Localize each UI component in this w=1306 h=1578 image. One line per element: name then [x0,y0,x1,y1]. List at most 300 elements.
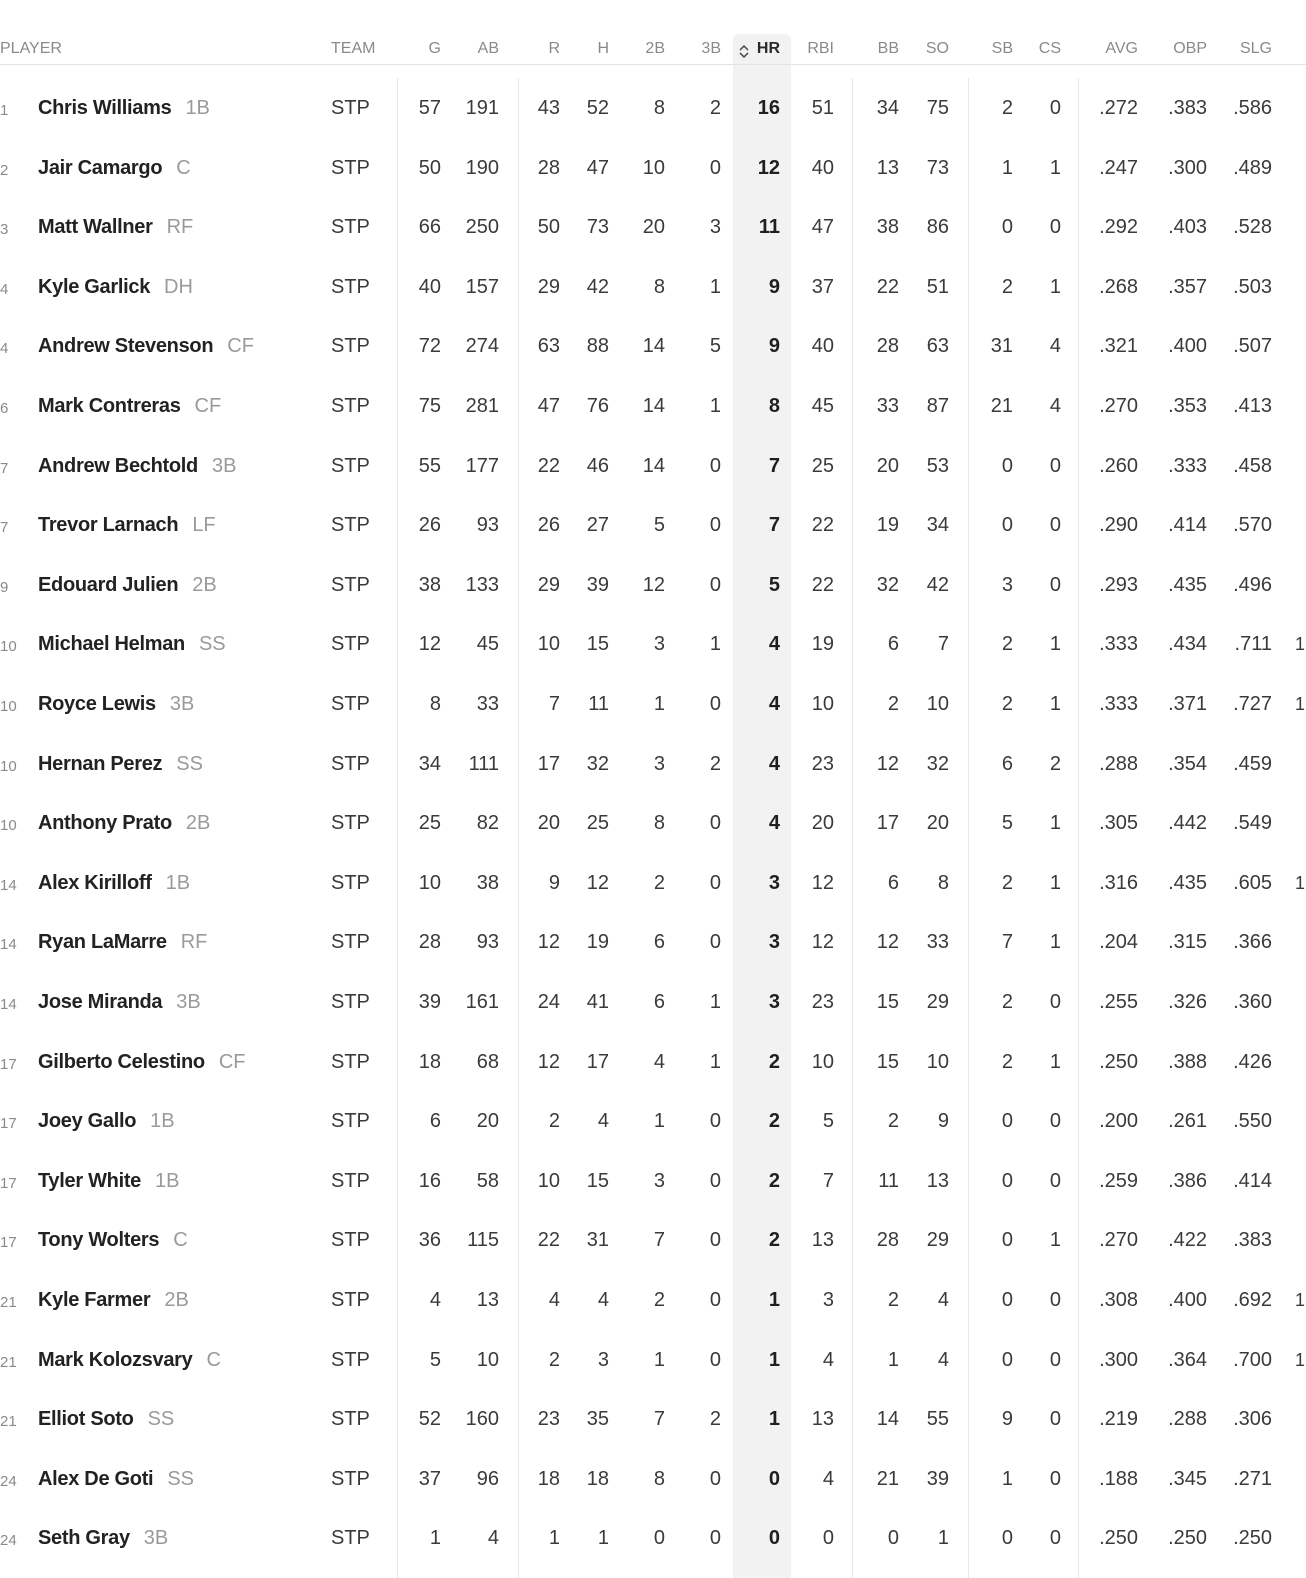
r-cell: 12 [537,1050,560,1073]
avg-cell: .293 [1099,573,1138,596]
rbi-cell: 13 [811,1229,834,1252]
triples-cell: 2 [709,97,721,119]
table-row[interactable] [0,734,1306,794]
avg-cell: .188 [1099,1467,1138,1490]
triples-cell: 0 [709,573,721,596]
header-ab[interactable]: AB [477,40,499,57]
rank-cell: 21 [0,1294,17,1311]
player-cell [38,1228,188,1252]
so-cell: 63 [926,335,949,358]
team-cell[interactable]: STP [331,752,370,775]
cs-cell: 0 [1049,1467,1061,1490]
g-cell: 36 [418,1229,441,1252]
sb-cell: 0 [1001,1527,1013,1550]
team-cell[interactable]: STP [331,1169,370,1192]
cs-cell: 0 [1049,454,1061,477]
player-name-link[interactable]: Kyle Farmer [38,1289,151,1311]
g-cell: 25 [418,812,441,835]
team-cell[interactable]: STP [331,1050,370,1073]
header-obp[interactable]: OBP [1173,40,1207,57]
h-cell: 52 [586,97,609,119]
player-name-link[interactable]: Royce Lewis [38,693,156,715]
r-cell: 20 [537,812,560,835]
team-cell[interactable]: STP [331,1229,370,1252]
bb-cell: 1 [887,1348,899,1371]
table-row[interactable] [0,614,1306,674]
table-row[interactable] [0,436,1306,496]
team-cell[interactable]: STP [331,573,370,596]
team-cell[interactable]: STP [331,1408,370,1431]
doubles-cell: 1 [653,1348,665,1371]
bb-cell: 15 [876,1050,899,1073]
avg-cell: .204 [1099,931,1138,954]
g-cell: 1 [429,1527,441,1550]
rbi-cell: 23 [811,991,834,1013]
r-cell: 43 [537,97,560,119]
team-cell[interactable]: STP [331,156,370,179]
team-cell[interactable]: STP [331,514,370,537]
avg-cell: .255 [1099,991,1138,1013]
doubles-cell: 2 [653,1289,665,1311]
player-cell [38,394,221,418]
player-name-link[interactable]: Gilberto Celestino [38,1050,205,1073]
team-cell[interactable]: STP [331,693,370,715]
player-name-link[interactable]: Jair Camargo [38,156,163,179]
player-position: C [206,1348,221,1371]
ab-cell: 93 [476,931,499,954]
rank-cell: 7 [0,459,9,477]
triples-cell: 0 [709,1289,721,1311]
header-r[interactable]: R [548,40,560,57]
g-cell: 6 [429,1110,441,1133]
slg-cell: .413 [1233,395,1272,417]
rank-cell: 17 [0,1234,17,1252]
r-cell: 4 [548,1289,560,1311]
rank-cell: 3 [0,221,9,239]
header-player[interactable]: PLAYER [0,40,62,57]
header-2b[interactable]: 2B [645,40,665,57]
team-cell[interactable]: STP [331,1289,370,1311]
hr-cell: 1 [768,1289,780,1311]
header-bb[interactable]: BB [877,40,899,57]
doubles-cell: 0 [653,1527,665,1550]
slg-cell: .458 [1233,454,1272,477]
avg-cell: .333 [1099,633,1138,656]
r-cell: 26 [537,514,560,537]
cs-cell: 1 [1049,1050,1061,1073]
table-row[interactable] [0,793,1306,853]
table-row[interactable] [0,912,1306,972]
doubles-cell: 2 [653,871,665,894]
obp-cell: .386 [1168,1169,1207,1192]
ab-cell: 177 [465,454,499,477]
team-cell[interactable]: STP [331,1348,370,1371]
h-cell: 4 [597,1289,609,1311]
doubles-cell: 14 [642,454,665,477]
team-cell[interactable]: STP [331,991,370,1013]
rank-cell: 10 [0,638,17,656]
cs-cell: 0 [1049,514,1061,537]
table-header [0,34,1306,65]
r-cell: 22 [537,1229,560,1252]
table-row[interactable] [0,1091,1306,1151]
table-row[interactable] [0,1210,1306,1270]
bb-cell: 2 [887,1289,899,1311]
table-row[interactable] [0,316,1306,376]
doubles-cell: 3 [653,1169,665,1192]
so-cell: 53 [926,454,949,477]
doubles-cell: 1 [653,1110,665,1133]
table-row[interactable] [0,1389,1306,1449]
triples-cell: 1 [709,991,721,1013]
g-cell: 18 [418,1050,441,1073]
table-row[interactable] [0,972,1306,1032]
header-team[interactable]: TEAM [331,40,376,57]
obp-cell: .326 [1168,991,1207,1013]
hr-cell: 4 [768,633,780,656]
player-name-link[interactable]: Andrew Bechtold [38,454,198,477]
player-name-link[interactable]: Chris Williams [38,97,172,119]
obp-cell: .354 [1168,752,1207,775]
rank-cell: 4 [0,280,9,298]
slg-cell: .700 [1233,1348,1272,1371]
cs-cell: 1 [1049,931,1061,954]
header-slg[interactable]: SLG [1239,40,1272,57]
bb-cell: 12 [876,752,899,775]
doubles-cell: 8 [653,812,665,835]
sb-cell: 1 [1001,156,1013,179]
rank-cell: 24 [0,1532,17,1550]
slg-cell: .489 [1233,156,1272,179]
table-row[interactable] [0,376,1306,436]
player-name-link[interactable]: Mark Contreras [38,395,181,417]
header-sb[interactable]: SB [991,40,1013,57]
doubles-cell: 20 [642,216,665,239]
r-cell: 29 [537,275,560,298]
player-cell [38,871,190,895]
bb-cell: 6 [887,871,899,894]
bb-cell: 0 [887,1527,899,1550]
h-cell: 15 [586,1169,609,1192]
bb-cell: 2 [887,1110,899,1133]
g-cell: 72 [418,335,441,358]
player-cell [38,573,217,597]
r-cell: 50 [537,216,560,239]
avg-cell: .290 [1099,514,1138,537]
player-cell [38,96,210,120]
so-cell: 87 [926,395,949,417]
triples-cell: 1 [709,633,721,656]
avg-cell: .300 [1099,1348,1138,1371]
player-position: DH [164,275,193,298]
ab-cell: 281 [465,395,499,417]
player-name-link[interactable]: Matt Wallner [38,216,153,239]
sb-cell: 0 [1001,1229,1013,1252]
player-cell [38,334,254,358]
table-row[interactable] [0,1270,1306,1330]
ab-cell: 33 [476,693,499,715]
cs-cell: 0 [1049,1289,1061,1311]
player-name-link[interactable]: Anthony Prato [38,812,172,835]
g-cell: 55 [418,454,441,477]
player-position: RF [166,216,194,239]
avg-cell: .200 [1099,1110,1138,1133]
cs-cell: 0 [1049,991,1061,1013]
sb-cell: 1 [1001,1467,1013,1490]
player-position: 3B [211,454,237,477]
sb-cell: 0 [1001,1348,1013,1371]
ab-cell: 191 [465,97,499,119]
sb-cell: 0 [1001,216,1013,239]
table-row[interactable] [0,1449,1306,1509]
g-cell: 12 [418,633,441,656]
triples-cell: 0 [709,1527,721,1550]
ab-cell: 10 [476,1348,499,1371]
h-cell: 3 [597,1348,609,1371]
avg-cell: .321 [1099,335,1138,358]
player-name-link[interactable]: Edouard Julien [38,573,179,596]
h-cell: 47 [586,156,609,179]
bb-cell: 11 [878,1169,899,1192]
rbi-cell: 10 [811,1050,834,1073]
player-name-link[interactable]: Alex De Goti [38,1467,154,1490]
obp-cell: .353 [1168,395,1207,417]
avg-cell: .247 [1099,156,1138,179]
avg-cell: .270 [1099,1229,1138,1252]
obp-cell: .388 [1168,1050,1207,1073]
obp-cell: .371 [1168,693,1207,715]
player-name-link[interactable]: Michael Helman [38,633,185,656]
bb-cell: 19 [876,514,899,537]
avg-cell: .268 [1099,275,1138,298]
team-cell[interactable]: STP [331,871,370,894]
team-cell[interactable]: STP [331,1467,370,1490]
slg-cell: .549 [1233,812,1272,835]
team-cell[interactable]: STP [331,395,370,417]
triples-cell: 0 [709,693,721,715]
table-row[interactable] [0,1330,1306,1390]
ab-cell: 133 [465,573,499,596]
player-cell [38,1050,246,1074]
rbi-cell: 4 [822,1467,834,1490]
hr-cell: 3 [768,991,780,1013]
player-name-link[interactable]: Ryan LaMarre [38,931,167,954]
player-name-link[interactable]: Kyle Garlick [38,275,151,298]
bb-cell: 14 [876,1408,899,1431]
h-cell: 18 [586,1467,609,1490]
g-cell: 52 [418,1408,441,1431]
team-cell[interactable]: STP [331,97,370,119]
table-row[interactable] [0,495,1306,555]
doubles-cell: 14 [642,335,665,358]
hr-cell: 0 [768,1467,780,1490]
triples-cell: 0 [709,812,721,835]
bb-cell: 32 [876,573,899,596]
avg-cell: .250 [1099,1527,1138,1550]
cs-cell: 1 [1049,633,1061,656]
team-cell[interactable]: STP [331,275,370,298]
r-cell: 9 [548,871,560,894]
r-cell: 10 [537,633,560,656]
table-row[interactable] [0,1151,1306,1211]
cs-cell: 1 [1049,693,1061,715]
header-h[interactable]: H [597,40,609,57]
so-cell: 55 [926,1408,949,1431]
rank-cell: 21 [0,1413,17,1431]
obp-cell: .422 [1168,1229,1207,1252]
player-name-link[interactable]: Tyler White [38,1169,142,1192]
table-row[interactable] [0,78,1306,138]
ab-cell: 38 [476,871,499,894]
avg-cell: .288 [1099,752,1138,775]
sb-cell: 9 [1001,1408,1013,1431]
player-name-link[interactable]: Alex Kirilloff [38,871,152,894]
table-row[interactable] [0,197,1306,257]
player-position: 1B [165,871,191,894]
ab-cell: 160 [465,1408,499,1431]
player-name-link[interactable]: Joey Gallo [38,1110,137,1133]
g-cell: 34 [418,752,441,775]
team-cell[interactable]: STP [331,931,370,954]
table-row[interactable] [0,1508,1306,1568]
h-cell: 25 [586,812,609,835]
r-cell: 63 [537,335,560,358]
player-name-link[interactable]: Trevor Larnach [38,514,179,537]
ab-cell: 111 [468,752,499,775]
bb-cell: 34 [876,97,899,119]
cs-cell: 4 [1049,335,1061,358]
rank-cell: 10 [0,817,17,835]
r-cell: 2 [548,1348,560,1371]
player-name-link[interactable]: Elliot Soto [38,1408,134,1431]
rank-cell: 14 [0,876,17,894]
table-row[interactable] [0,674,1306,734]
bb-cell: 28 [876,335,899,358]
bb-cell: 6 [887,633,899,656]
team-cell[interactable]: STP [331,1527,370,1550]
triples-cell: 1 [709,1050,721,1073]
triples-cell: 3 [709,216,721,239]
so-cell: 29 [926,1229,949,1252]
player-cell [38,215,193,239]
table-row[interactable] [0,138,1306,198]
team-cell[interactable]: STP [331,335,370,358]
table-row[interactable] [0,1032,1306,1092]
bb-cell: 28 [876,1229,899,1252]
header-3b[interactable]: 3B [701,40,721,57]
rbi-cell: 10 [811,693,834,715]
player-name-link[interactable]: Mark Kolozsvary [38,1348,193,1371]
avg-cell: .308 [1099,1289,1138,1311]
h-cell: 12 [586,871,609,894]
rank-cell: 17 [0,1115,17,1133]
table-row[interactable] [0,257,1306,317]
avg-cell: .305 [1099,812,1138,835]
avg-cell: .292 [1099,216,1138,239]
g-cell: 4 [429,1289,441,1311]
ab-cell: 82 [476,812,499,835]
rbi-cell: 19 [811,633,834,656]
h-cell: 17 [586,1050,609,1073]
team-cell[interactable]: STP [331,216,370,239]
r-cell: 47 [537,395,560,417]
hr-cell: 12 [757,156,780,179]
r-cell: 17 [537,752,560,775]
so-cell: 33 [926,931,949,954]
header-hr[interactable]: HR [756,40,780,57]
rbi-cell: 23 [811,752,834,775]
overflow-cell: 1 [1295,694,1306,714]
player-name-link[interactable]: Hernan Perez [38,752,163,775]
player-cell [38,632,226,656]
slg-cell: .570 [1233,514,1272,537]
rbi-cell: 7 [822,1169,834,1192]
player-name-link[interactable]: Seth Gray [38,1527,130,1550]
table-row[interactable] [0,853,1306,913]
so-cell: 20 [926,812,949,835]
cs-cell: 2 [1049,752,1061,775]
so-cell: 75 [926,97,949,119]
header-cs[interactable]: CS [1038,40,1061,57]
rbi-cell: 13 [811,1408,834,1431]
cs-cell: 0 [1049,216,1061,239]
overflow-cell: 1 [1295,1290,1306,1310]
team-cell[interactable]: STP [331,633,370,656]
team-cell[interactable]: STP [331,454,370,477]
slg-cell: .360 [1233,991,1272,1013]
triples-cell: 0 [709,1169,721,1192]
header-so[interactable]: SO [925,40,949,57]
h-cell: 32 [586,752,609,775]
obp-cell: .400 [1168,335,1207,358]
doubles-cell: 8 [653,1467,665,1490]
player-position: LF [192,514,216,537]
obp-cell: .414 [1168,514,1207,537]
rank-cell: 10 [0,757,17,775]
hr-cell: 8 [768,395,780,417]
player-cell [38,1348,221,1372]
hr-cell: 7 [768,454,780,477]
player-position: C [176,156,191,179]
player-name-link[interactable]: Andrew Stevenson [38,335,214,358]
triples-cell: 0 [709,1110,721,1133]
rbi-cell: 45 [811,395,834,417]
hr-cell: 16 [757,97,780,119]
table-row[interactable] [0,555,1306,615]
ab-cell: 13 [476,1289,499,1311]
player-position: CF [194,395,222,417]
avg-cell: .260 [1099,454,1138,477]
ab-cell: 161 [465,991,499,1013]
cs-cell: 0 [1049,1110,1061,1133]
team-cell[interactable]: STP [331,812,370,835]
player-name-link[interactable]: Tony Wolters [38,1229,160,1252]
header-g[interactable]: G [428,40,441,57]
team-cell[interactable]: STP [331,1110,370,1133]
rank-cell: 4 [0,340,9,358]
avg-cell: .219 [1099,1408,1138,1431]
slg-cell: .528 [1233,216,1272,239]
player-name-link[interactable]: Jose Miranda [38,991,163,1013]
rbi-cell: 12 [811,931,834,954]
header-avg[interactable]: AVG [1105,40,1138,57]
header-rbi[interactable]: RBI [807,40,834,57]
triples-cell: 0 [709,1467,721,1490]
avg-cell: .316 [1099,871,1138,894]
player-cell [38,1109,175,1133]
slg-cell: .550 [1233,1110,1272,1133]
obp-cell: .435 [1168,573,1207,596]
